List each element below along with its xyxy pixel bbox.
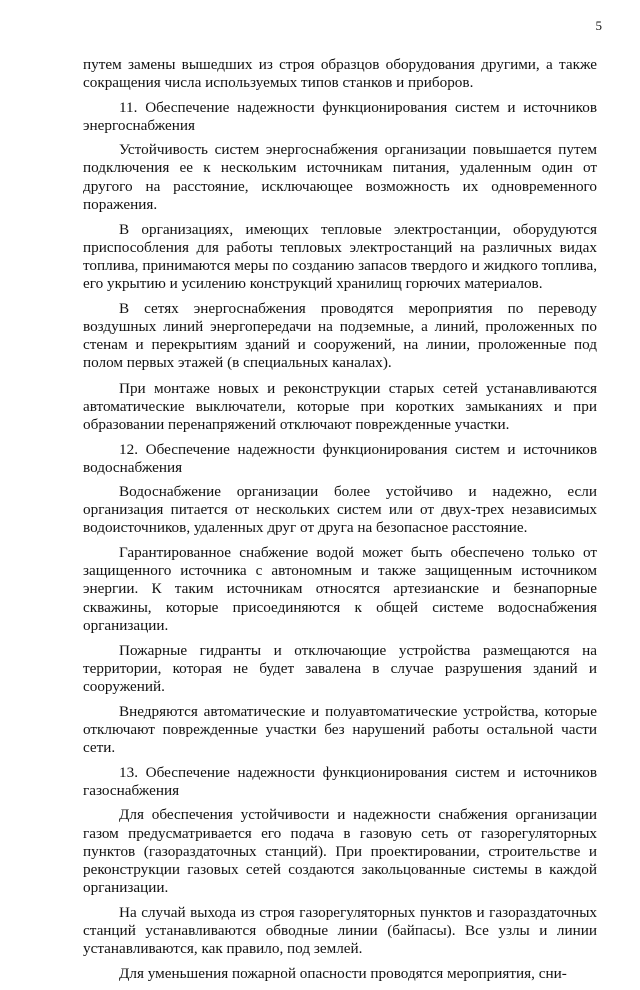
document-body <box>83 56 597 990</box>
paragraph: Для уменьшения пожарной опасности проводятся мероприятия, сни- <box>119 965 567 983</box>
paragraph: Внедряются автоматические и полуавтоматические устройства, которые отключают поврежденные участки без нарушений работы остальной части сети. <box>83 703 597 757</box>
paragraph: При монтаже новых и реконструкции старых сетей устанавливаются автоматические выключатели, которые при коротких замыканиях и при образовании перенапряжений отключают поврежденные участки. <box>83 379 597 433</box>
section-heading-11: 11. Обеспечение надежности функционирования систем и источников энергоснабжения <box>83 99 597 135</box>
section-heading-13: 13. Обеспечение надежности функционирования систем и источников газоснабжения <box>83 764 597 800</box>
paragraph: В организациях, имеющих тепловые электростанции, оборудуются приспособления для работы тепловых электростанций на различных видах топлива, принимаются меры по созданию запасов твердого и жидкого топлива, его укрытию и усилению конструкций хранилищ горючих материалов. <box>83 220 597 293</box>
paragraph: В сетях энергоснабжения проводятся мероприятия по переводу воздушных линий энергопередачи на подземные, а линий, проложенных по стенам и перекрытиям зданий и сооружений, на линии, проложенные под полом первых этажей (в специальных каналах). <box>83 300 597 372</box>
paragraph: Водоснабжение организации более устойчиво и надежно, если организация питается от нескольких систем или от двух-трех независимых водоисточников, удаленных друг от друга на безопасное расстояние. <box>83 482 597 537</box>
section-heading-12: 12. Обеспечение надежности функционирования систем и источников водоснабжения <box>83 440 597 476</box>
paragraph-continuation: путем замены вышедших из строя образцов оборудования другими, а также сокращения числа используемых типов станков и приборов. <box>83 56 597 92</box>
paragraph: Для обеспечения устойчивости и надежности снабжения организации газом предусматривается его подача в газовую сеть от газорегуляторных пунктов (газораздаточных станций). При проектировании, строительстве и реконструкции газовых сетей создаются закольцованные системы в каждой организации. <box>83 806 597 896</box>
paragraph: Устойчивость систем энергоснабжения организации повышается путем подключения ее к нескольким источникам питания, удаленным один от другого на расстояние, исключающее возможность их одновременного поражения. <box>83 141 597 213</box>
paragraph: Гарантированное снабжение водой может быть обеспечено только от защищенного источника с автономным и также защищенным источником энергии. К таким источникам относятся артезианские и безнапорные скважины, которые присоединяются к общей системе водоснабжения организации. <box>83 544 597 634</box>
paragraph: Пожарные гидранты и отключающие устройства размещаются на территории, которая не будет завалена в случае разрушения зданий и сооружений. <box>83 641 597 695</box>
page-number: 5 <box>595 18 602 33</box>
paragraph: На случай выхода из строя газорегуляторных пунктов и газораздаточных станций устанавливаются обводные линии (байпасы). Все узлы и линии устанавливаются, как правило, под землей. <box>83 903 597 958</box>
